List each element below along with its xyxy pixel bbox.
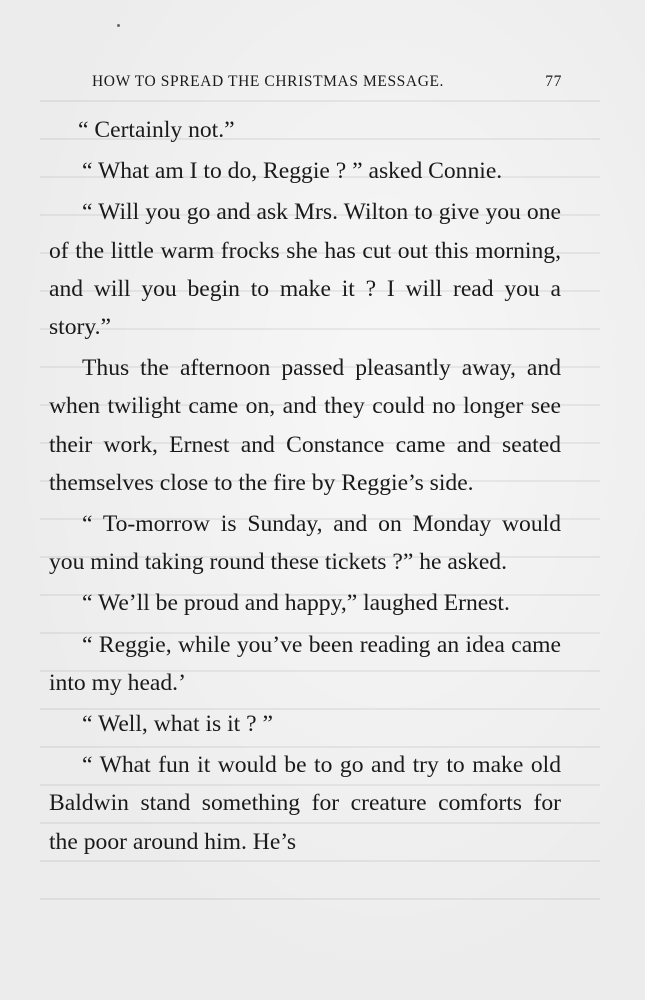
body-text (49, 111, 561, 864)
paragraph-5: “ To-morrow is Sunday, and on Monday would you mind taking round these tickets ?” he asked. (49, 511, 561, 576)
running-title: HOW TO SPREAD THE CHRISTMAS MESSAGE. (92, 73, 445, 90)
running-header (92, 73, 562, 91)
paragraph-9: “ What fun it would be to go and try to make old Baldwin stand something for creature comforts for the poor around him. He’s (49, 752, 561, 855)
paragraph-7: “ Reggie, while you’ve been reading an idea came into my head.’ (49, 631, 561, 696)
paragraph-4: Thus the afternoon passed pleasantly away, and when twilight came on, and they could no longer see their work, Ernest and Constance came and seated themselves close to the fire by Reggie’s side. (49, 355, 561, 496)
ink-speck (117, 24, 120, 27)
page-number: 77 (545, 73, 562, 90)
paragraph-3: “ Will you go and ask Mrs. Wilton to give you one of the little warm frocks she has cut out this morning, and will you begin to make it ? I will read you a story.” (49, 199, 561, 341)
paragraph-8: “ Well, what is it ? ” (82, 711, 273, 738)
paragraph-1: “ Certainly not.” (78, 117, 235, 143)
paragraph-6: “ We’ll be proud and happy,” laughed Ernest. (82, 590, 510, 617)
paragraph-2: “ What am I to do, Reggie ? ” asked Connie. (82, 158, 503, 185)
